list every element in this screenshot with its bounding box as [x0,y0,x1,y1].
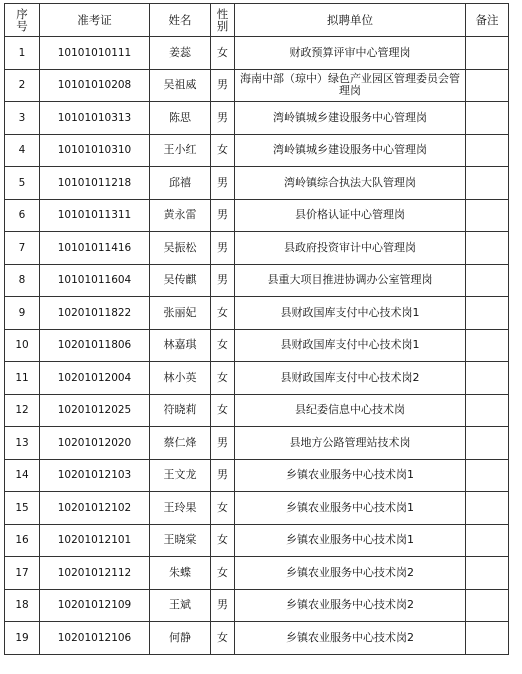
row-exam-no: 10201012109 [40,589,150,622]
row-name: 朱蝶 [150,557,211,590]
row-note [466,167,509,200]
table-row [5,37,509,70]
row-note [466,622,509,655]
row-name: 王晓棠 [150,524,211,557]
table-row [5,264,509,297]
table-row [5,557,509,590]
row-note [466,102,509,135]
row-exam-no: 10201012004 [40,362,150,395]
row-name: 吴祖威 [150,69,211,102]
table-row [5,199,509,232]
row-name: 张丽妃 [150,297,211,330]
row-index: 15 [5,492,40,525]
header-exam-no: 准考证 [40,4,150,37]
table-row [5,362,509,395]
row-index: 9 [5,297,40,330]
row-name: 王玲果 [150,492,211,525]
row-unit: 乡镇农业服务中心技术岗2 [235,557,466,590]
row-name: 王斌 [150,589,211,622]
row-exam-no: 10201012020 [40,427,150,460]
row-note [466,492,509,525]
table-row [5,524,509,557]
row-gender: 女 [211,492,235,525]
row-unit: 县政府投资审计中心管理岗 [235,232,466,265]
row-exam-no: 10201012101 [40,524,150,557]
row-unit: 县地方公路管理站技术岗 [235,427,466,460]
row-index: 18 [5,589,40,622]
row-index: 11 [5,362,40,395]
row-name: 吴传麒 [150,264,211,297]
row-unit: 县价格认证中心管理岗 [235,199,466,232]
row-gender: 女 [211,329,235,362]
row-exam-no: 10101011311 [40,199,150,232]
row-index: 3 [5,102,40,135]
table-row [5,167,509,200]
header-note: 备注 [466,4,509,37]
row-exam-no: 10201012025 [40,394,150,427]
row-note [466,362,509,395]
row-exam-no: 10101010310 [40,134,150,167]
row-note [466,232,509,265]
table-row [5,427,509,460]
row-name: 林小英 [150,362,211,395]
row-note [466,134,509,167]
row-gender: 男 [211,264,235,297]
row-note [466,297,509,330]
row-gender: 女 [211,524,235,557]
row-unit: 县财政国库支付中心技术岗1 [235,329,466,362]
row-index: 10 [5,329,40,362]
row-note [466,524,509,557]
row-index: 13 [5,427,40,460]
table-row [5,492,509,525]
row-unit: 乡镇农业服务中心技术岗1 [235,459,466,492]
row-name: 邱禧 [150,167,211,200]
row-index: 4 [5,134,40,167]
row-index: 7 [5,232,40,265]
row-unit: 海南中部（琼中）绿色产业园区管理委员会管理岗 [235,69,466,102]
row-unit: 县财政国库支付中心技术岗2 [235,362,466,395]
table-row [5,232,509,265]
row-index: 6 [5,199,40,232]
row-gender: 女 [211,394,235,427]
row-gender: 男 [211,232,235,265]
header-index-line1: 序 [16,7,28,21]
row-gender: 女 [211,557,235,590]
header-index [5,4,40,37]
row-gender: 男 [211,199,235,232]
row-gender: 女 [211,297,235,330]
row-exam-no: 10101010313 [40,102,150,135]
row-gender: 女 [211,622,235,655]
row-exam-no: 10201012102 [40,492,150,525]
header-row [5,4,509,37]
table-row [5,297,509,330]
header-gender [211,4,235,37]
row-index: 12 [5,394,40,427]
row-gender: 男 [211,427,235,460]
table-row [5,622,509,655]
row-exam-no: 10201012112 [40,557,150,590]
row-name: 黄永雷 [150,199,211,232]
row-gender: 男 [211,167,235,200]
row-exam-no: 10201012106 [40,622,150,655]
row-note [466,459,509,492]
row-index: 2 [5,69,40,102]
row-exam-no: 10101011218 [40,167,150,200]
row-unit: 县财政国库支付中心技术岗1 [235,297,466,330]
row-note [466,199,509,232]
table-row [5,589,509,622]
row-index: 19 [5,622,40,655]
row-exam-no: 10201011822 [40,297,150,330]
row-unit: 湾岭镇城乡建设服务中心管理岗 [235,134,466,167]
header-index-line2: 号 [16,19,28,33]
row-index: 17 [5,557,40,590]
row-name: 陈思 [150,102,211,135]
table-row [5,394,509,427]
row-gender: 男 [211,459,235,492]
table-body [5,37,509,655]
row-unit: 乡镇农业服务中心技术岗1 [235,524,466,557]
row-name: 林嘉琪 [150,329,211,362]
row-exam-no: 10201012103 [40,459,150,492]
row-note [466,37,509,70]
row-unit: 湾岭镇综合执法大队管理岗 [235,167,466,200]
table-row [5,329,509,362]
row-note [466,427,509,460]
header-unit: 拟聘单位 [235,4,466,37]
header-name: 姓名 [150,4,211,37]
row-unit: 乡镇农业服务中心技术岗2 [235,589,466,622]
recruitment-table [4,3,509,655]
row-name: 姜蕊 [150,37,211,70]
row-unit: 湾岭镇城乡建设服务中心管理岗 [235,102,466,135]
row-unit: 乡镇农业服务中心技术岗1 [235,492,466,525]
row-gender: 男 [211,69,235,102]
row-index: 16 [5,524,40,557]
table-row [5,69,509,102]
row-note [466,394,509,427]
row-gender: 女 [211,134,235,167]
row-name: 王文龙 [150,459,211,492]
row-unit: 乡镇农业服务中心技术岗2 [235,622,466,655]
row-gender: 男 [211,102,235,135]
row-index: 14 [5,459,40,492]
row-gender: 女 [211,362,235,395]
row-name: 何静 [150,622,211,655]
row-name: 蔡仁烽 [150,427,211,460]
row-name: 吴振松 [150,232,211,265]
table-row [5,459,509,492]
row-unit: 县纪委信息中心技术岗 [235,394,466,427]
row-exam-no: 10101010208 [40,69,150,102]
row-note [466,329,509,362]
row-index: 5 [5,167,40,200]
row-gender: 男 [211,589,235,622]
row-exam-no: 10101011416 [40,232,150,265]
row-exam-no: 10101010111 [40,37,150,70]
row-note [466,589,509,622]
header-gender-line2: 别 [216,19,229,33]
table-row [5,102,509,135]
header-gender-line1: 性 [216,7,229,21]
row-unit: 财政预算评审中心管理岗 [235,37,466,70]
row-note [466,69,509,102]
row-gender: 女 [211,37,235,70]
row-note [466,264,509,297]
row-exam-no: 10101011604 [40,264,150,297]
row-note [466,557,509,590]
row-name: 王小红 [150,134,211,167]
row-exam-no: 10201011806 [40,329,150,362]
row-name: 符晓莉 [150,394,211,427]
row-unit: 县重大项目推进协调办公室管理岗 [235,264,466,297]
row-index: 1 [5,37,40,70]
table-row [5,134,509,167]
row-index: 8 [5,264,40,297]
